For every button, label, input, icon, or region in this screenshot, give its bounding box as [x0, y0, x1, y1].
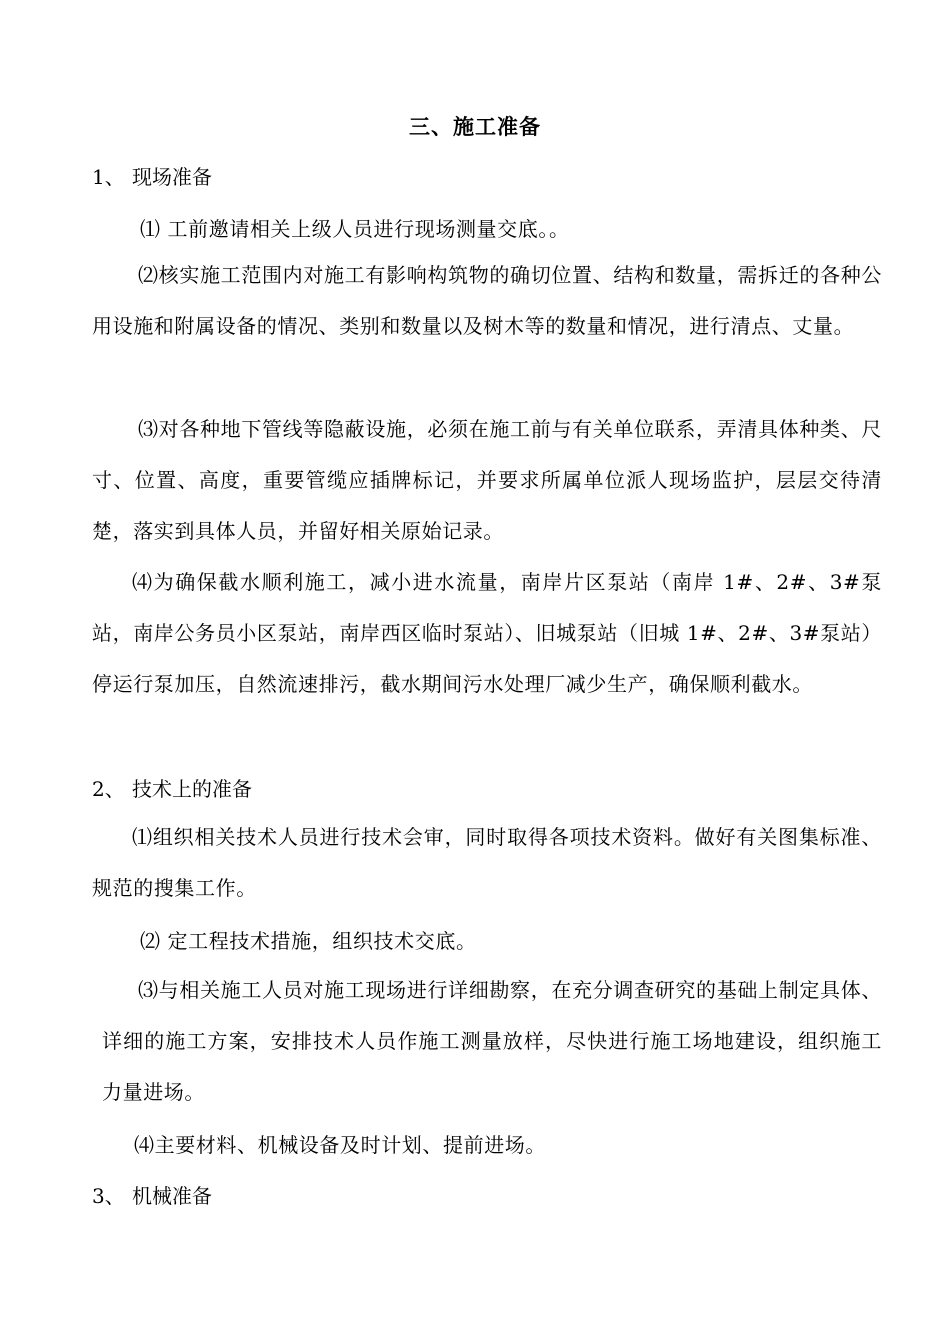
list-item: ⑵ 定工程技术措施，组织技术交底。	[140, 929, 477, 953]
section-number: 2、	[92, 777, 125, 801]
list-item: ⑵核实施工范围内对施工有影响构筑物的确切位置、结构和数量，需拆迁的各种公用设施和附属设备的情况、类别和数量以及树木等的数量和情况，进行清点、丈量。	[92, 263, 882, 338]
list-item: ⑴ 工前邀请相关上级人员进行现场测量交底。。	[140, 217, 570, 241]
page-title: 三、施工准备	[409, 115, 541, 139]
section-heading-2	[92, 774, 252, 804]
section-title: 技术上的准备	[132, 777, 252, 801]
section-title: 机械准备	[132, 1184, 212, 1208]
list-item: ⑶与相关施工人员对施工现场进行详细勘察，在充分调查研究的基础上制定具体、详细的施工方案，安排技术人员作施工测量放样，尽快进行施工场地建设，组织施工力量进场。	[102, 978, 882, 1104]
section-title: 现场准备	[132, 165, 212, 189]
list-item: ⑶对各种地下管线等隐蔽设施，必须在施工前与有关单位联系，弄清具体种类、尺寸、位置、高度，重要管缆应插牌标记，并要求所属单位派人现场监护，层层交待清楚，落实到具体人员，并留好相关原始记录。	[92, 417, 882, 543]
list-item: ⑴组织相关技术人员进行技术会审，同时取得各项技术资料。做好有关图集标准、规范的搜集工作。	[92, 825, 882, 900]
list-item: ⑷为确保截水顺利施工，减小进水流量，南岸片区泵站（南岸 1#、2#、3#泵站，南岸公务员小区泵站，南岸西区临时泵站）、旧城泵站（旧城 1#、2#、3#泵站）停运行泵加压，自然流速排污，截水期间污水处理厂减少生产，确保顺利截水。	[92, 570, 882, 696]
section-number: 3、	[92, 1184, 125, 1208]
section-number: 1、	[92, 165, 125, 189]
section-heading-1	[92, 162, 212, 192]
list-item: ⑷主要材料、机械设备及时计划、提前进场。	[134, 1133, 546, 1157]
section-heading-3	[92, 1181, 212, 1211]
